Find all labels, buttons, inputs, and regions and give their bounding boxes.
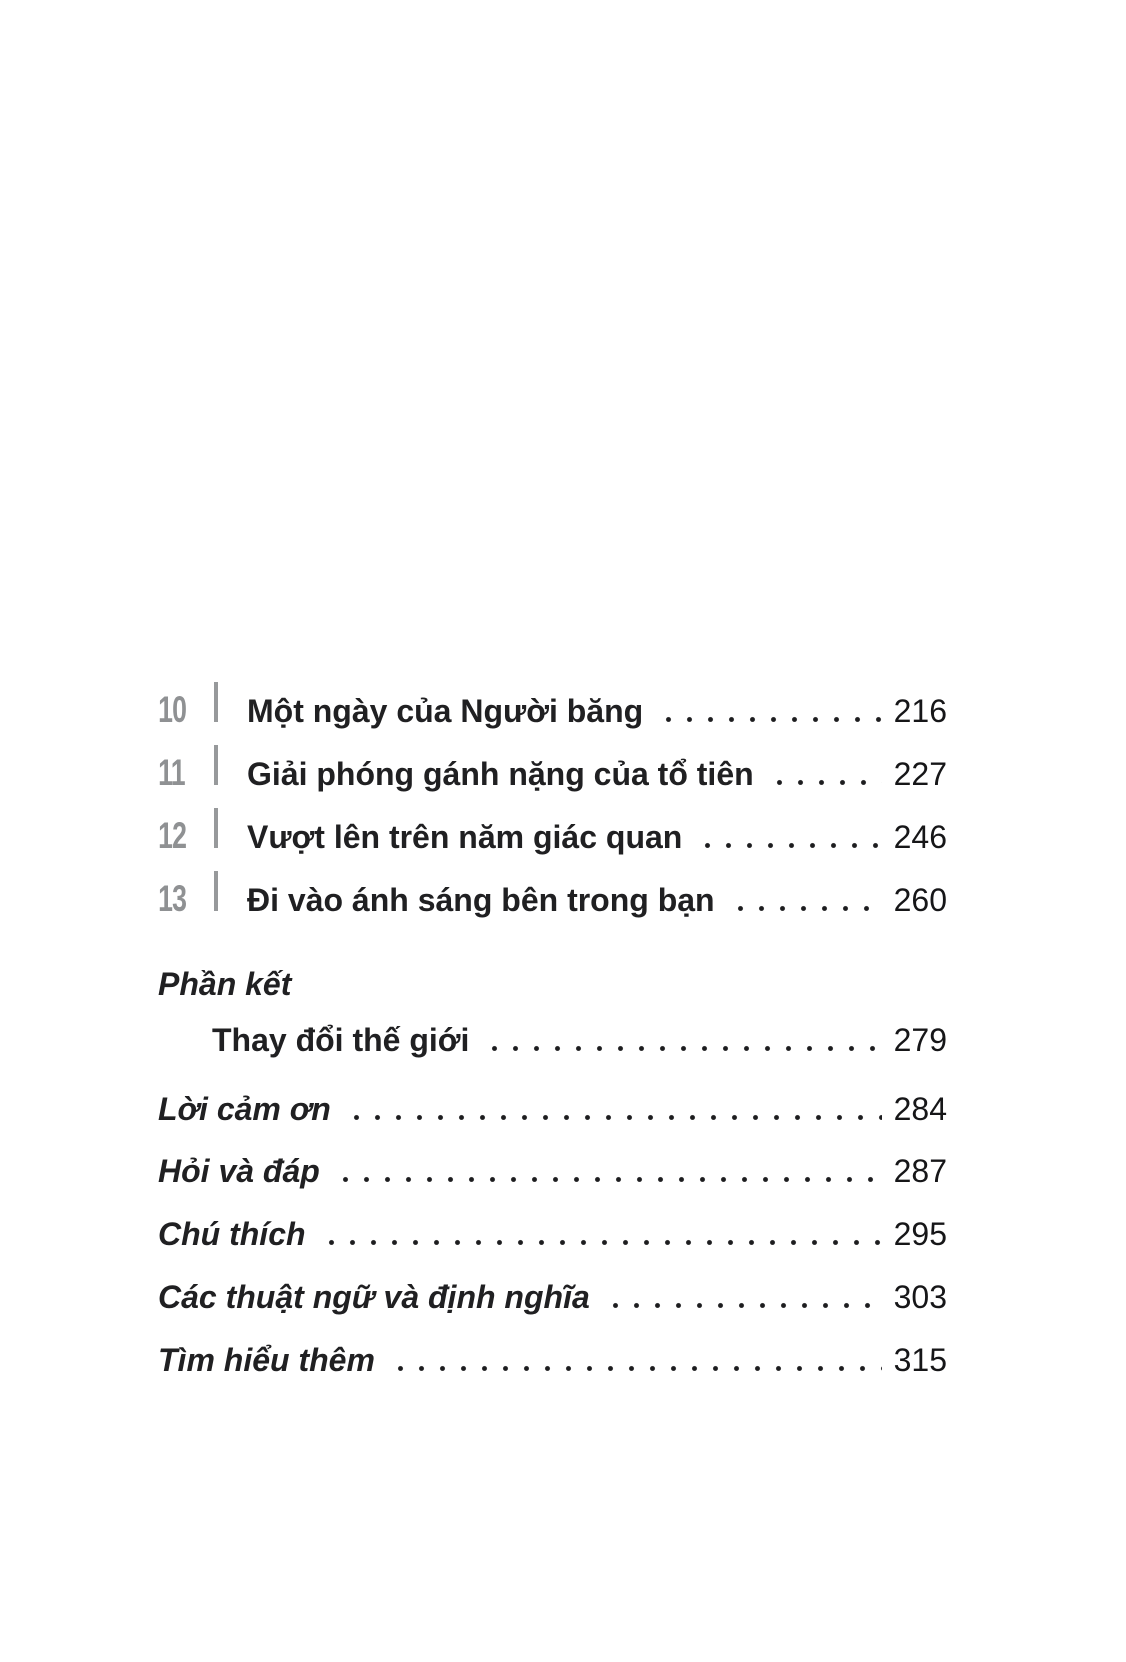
page-number: 315 [893, 1342, 947, 1378]
page-number: 246 [893, 819, 947, 855]
toc-entry-chapter-12 [148, 808, 947, 856]
dot-leader [339, 1113, 882, 1120]
section-title: Thay đổi thế giới [212, 1022, 470, 1058]
chapter-title: Một ngày của Người băng [247, 693, 644, 729]
page-number: 279 [893, 1022, 947, 1058]
section-title: Các thuật ngữ và định nghĩa [158, 1279, 590, 1315]
toc-entry-chapter-13 [148, 871, 947, 919]
toc-entry-chapter-10 [148, 682, 947, 730]
dot-leader [383, 1364, 882, 1371]
toc-entry-further-reading [158, 1342, 947, 1386]
dot-leader [723, 904, 882, 911]
page-number: 303 [893, 1279, 947, 1315]
chapter-number: 13 [158, 878, 187, 919]
chapter-divider-bar [214, 682, 218, 722]
page-number: 295 [893, 1216, 947, 1252]
chapter-number: 11 [158, 752, 185, 793]
chapter-divider-bar [214, 808, 218, 848]
section-title: Phần kết [158, 966, 292, 1002]
page-number: 216 [893, 693, 947, 729]
chapter-divider-bar [214, 871, 218, 911]
toc-entry-epilogue [158, 1022, 947, 1066]
dot-leader [477, 1044, 881, 1051]
section-title: Lời cảm ơn [158, 1091, 331, 1127]
toc-epilogue-heading [158, 966, 947, 1010]
chapter-title: Giải phóng gánh nặng của tổ tiên [247, 756, 754, 792]
page-number: 287 [893, 1153, 947, 1189]
toc-entry-q-and-a [158, 1153, 947, 1197]
toc-entry-glossary [158, 1279, 947, 1323]
toc-entry-chapter-11 [148, 745, 947, 793]
dot-leader [762, 778, 882, 785]
chapter-number: 12 [158, 815, 187, 856]
page-number: 284 [893, 1091, 947, 1127]
chapter-title: Vượt lên trên năm giác quan [247, 819, 683, 855]
dot-leader [314, 1238, 882, 1245]
page-number: 227 [893, 756, 947, 792]
chapter-divider-bar [214, 745, 218, 785]
toc-entry-acknowledgements [158, 1091, 947, 1135]
toc-entry-notes [158, 1216, 947, 1260]
section-title: Tìm hiểu thêm [158, 1342, 375, 1378]
dot-leader [651, 715, 881, 722]
chapter-title: Đi vào ánh sáng bên trong bạn [247, 882, 715, 918]
page-number: 260 [893, 882, 947, 918]
dot-leader [690, 841, 881, 848]
dot-leader [328, 1175, 882, 1182]
section-title: Hỏi và đáp [158, 1153, 320, 1189]
chapter-number: 10 [158, 689, 187, 730]
dot-leader [598, 1301, 882, 1308]
section-title: Chú thích [158, 1216, 306, 1252]
